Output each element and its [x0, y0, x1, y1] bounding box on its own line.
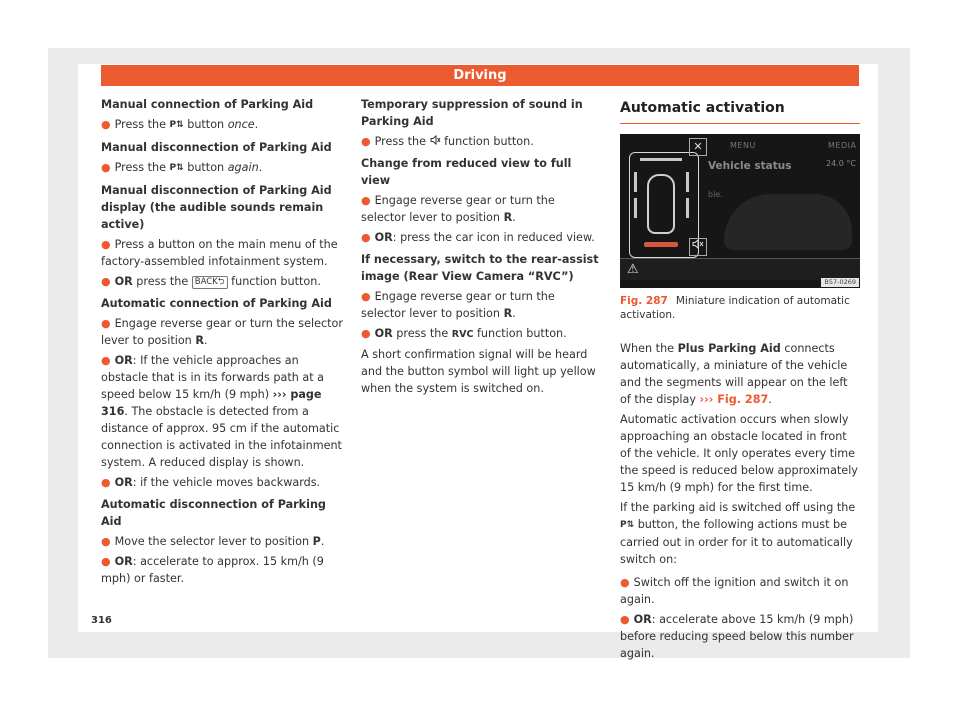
left-segment: [634, 172, 637, 192]
close-icon[interactable]: ✕: [689, 138, 707, 156]
heading-sound-suppression: Temporary suppression of sound in Parking Aid: [361, 98, 583, 128]
mute-icon: [430, 135, 441, 148]
page-number: 316: [91, 615, 112, 626]
figure-vehicle-status: Vehicle status: [708, 160, 792, 172]
figure-media-label: MEDIA: [828, 141, 857, 150]
paragraph: Automatic activation occurs when slowly approaching an obstacle located in front of the vehicle. It only operates every time the speed is reduced below approximately 15 km/h (9 mph) for the first time.: [620, 413, 858, 494]
figure-background-car: [724, 194, 852, 250]
column-left: [101, 96, 345, 590]
bullet-icon: ●: [101, 118, 111, 131]
parking-aid-icon: P⇅: [169, 120, 184, 130]
list-item: ● Press the P⇅ button again.: [101, 159, 345, 177]
figure-reference-link[interactable]: ››› Fig. 287: [699, 393, 769, 406]
list-item: ● OR: if the vehicle moves backwards.: [101, 476, 321, 489]
bullet-icon: ●: [620, 613, 630, 626]
back-key-icon: BACK⮌: [192, 276, 228, 289]
bullet-icon: ●: [101, 476, 111, 489]
bullet-icon: ●: [101, 555, 111, 568]
heading-automatic-connection: Automatic connection of Parking Aid: [101, 297, 332, 310]
heading-rear-view-camera: If necessary, switch to the rear-assist image (Rear View Camera “RVC”): [361, 253, 599, 283]
column-right: [620, 96, 860, 665]
figure-partial-text: ble.: [708, 190, 723, 199]
bullet-icon: ●: [101, 354, 111, 367]
list-item: ● Engage reverse gear or turn the selector lever to position R.: [361, 194, 555, 224]
bullet-icon: ●: [101, 275, 111, 288]
bullet-icon: ●: [361, 327, 371, 340]
right-segment: [686, 172, 689, 192]
bullet-icon: ●: [101, 317, 111, 330]
figure-warning-strip: [620, 258, 860, 280]
figure-caption: Fig. 287 Miniature indication of automatic activation.: [620, 295, 850, 321]
figure-temperature: 24.0 °C: [826, 159, 856, 168]
bullet-icon: ●: [101, 535, 111, 548]
figure-287: [620, 134, 860, 288]
parking-aid-icon: P⇅: [169, 163, 184, 173]
bullet-icon: ●: [361, 194, 371, 207]
page-reference-link[interactable]: ››› page 316: [101, 388, 322, 418]
list-item: ● OR: press the car icon in reduced view.: [361, 231, 595, 244]
paragraph: When the Plus Parking Aid connects automatically, a miniature of the vehicle and the segments will appear on the left of the display ››› Fig. 287.: [620, 342, 848, 406]
list-item: ● Switch off the ignition and switch it on again.: [620, 576, 849, 606]
heading-change-view: Change from reduced view to full view: [361, 157, 572, 187]
paragraph: A short confirmation signal will be heard and the button symbol will light up yellow when the system is switched on.: [361, 348, 596, 395]
heading-manual-disconnection: Manual disconnection of Parking Aid: [101, 141, 332, 154]
parking-aid-icon: P⇅: [620, 520, 635, 530]
list-item: ● Press the function button.: [361, 135, 534, 148]
front-segment: [640, 158, 682, 161]
list-item: ● OR press the BACK⮌ function button.: [101, 275, 321, 288]
heading-manual-connection: Manual connection of Parking Aid: [101, 98, 314, 111]
car-miniature-icon: [647, 174, 675, 234]
column-middle: [361, 96, 601, 400]
bullet-icon: ●: [361, 135, 371, 148]
left-segment: [634, 198, 637, 218]
list-item: ● Press the P⇅ button once.: [101, 116, 345, 134]
right-segment: [686, 198, 689, 218]
chapter-header: Driving: [101, 65, 859, 86]
heading-display-disconnection: Manual disconnection of Parking Aid display (the audible sounds remain active): [101, 184, 332, 231]
figure-menu-label: MENU: [730, 141, 756, 150]
paragraph: If the parking aid is switched off using the P⇅ button, the following actions must be carried out in order for it to automatically switch on:: [620, 501, 856, 566]
list-item: ● Engage reverse gear or turn the selector lever to position R.: [361, 290, 555, 320]
bullet-icon: ●: [361, 290, 371, 303]
bullet-icon: ●: [101, 238, 111, 251]
list-item: ● Press a button on the main menu of the factory-assembled infotainment system.: [101, 238, 338, 268]
bullet-icon: ●: [101, 161, 111, 174]
heading-automatic-disconnection: Automatic disconnection of Parking Aid: [101, 498, 326, 528]
figure-code: B57-0269: [821, 278, 859, 287]
list-item: ● Engage reverse gear or turn the selector lever to position R.: [101, 317, 343, 347]
rvc-key-icon: RVC: [451, 329, 474, 340]
list-item: ● OR: If the vehicle approaches an obstacle that is in its forwards path at a speed below 15 km/h (9 mph) ››› page 316. The obstacle is detected from a distance of approx. 95 cm if the automatic connection is activated in the infotainment system. A reduced display is shown.: [101, 354, 342, 469]
bullet-icon: ●: [620, 576, 630, 589]
sound-icon[interactable]: [689, 238, 707, 256]
list-item: ● Move the selector lever to position P.: [101, 535, 325, 548]
warning-icon: ⚠: [627, 262, 639, 277]
rear-warning-segment: [644, 242, 678, 247]
list-item: ● OR press the RVC function button.: [361, 327, 567, 340]
bullet-icon: ●: [361, 231, 371, 244]
list-item: ● OR: accelerate to approx. 15 km/h (9 mph) or faster.: [101, 555, 324, 585]
list-item: ● OR: accelerate above 15 km/h (9 mph) before reducing speed below this number again.: [620, 613, 854, 660]
section-title: Automatic activation: [620, 96, 860, 124]
